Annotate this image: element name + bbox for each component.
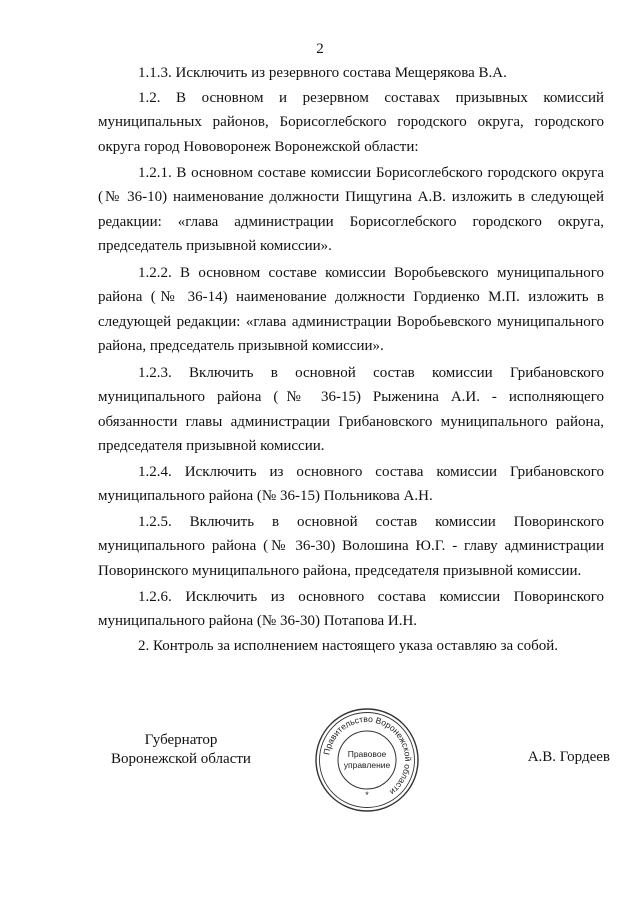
paragraph-2: 2. Контроль за исполнением настоящего указа оставляю за собой. xyxy=(138,638,559,654)
stamp-center-line2: управление xyxy=(343,760,391,770)
paragraph-1-2: 1.2. В основном и резервном составах призывных комиссий муниципальных районов, Борисоглебского городского округа, городского округа город Нововоронеж Воронежской области: xyxy=(98,90,604,155)
stamp-ring-text: Правительство Воронежской области xyxy=(321,713,414,798)
official-stamp xyxy=(313,706,421,814)
page-number: 2 xyxy=(316,41,324,57)
signature-position xyxy=(96,731,266,769)
paragraph-1-2-6: 1.2.6. Исключить из основного состава комиссии Поворинского муниципального района (№ 36-30) Потапова И.Н. xyxy=(98,589,604,630)
paragraph-1-2-3: 1.2.3. Включить в основной состав комиссии Грибановского муниципального района (№ 36-15) Рыженина А.И. - исполняющего обязанности главы администрации Грибановского муниципального района, председателя призывной комиссии. xyxy=(98,365,604,454)
paragraph-1-1-3: 1.1.3. Исключить из резервного состава Мещерякова В.А. xyxy=(138,65,507,81)
paragraph-1-2-1: 1.2.1. В основном составе комиссии Борисоглебского городского округа (№ 36-10) наименование должности Пищугина А.В. изложить в следующей редакции: «глава администрации Борисоглебского городского округа, председатель призывной комиссии». xyxy=(98,165,604,254)
signature-name: А.В. Гордеев xyxy=(527,749,610,765)
signature-position-line2: Воронежской области xyxy=(111,751,251,767)
stamp-star: * xyxy=(365,790,369,800)
paragraph-1-2-5: 1.2.5. Включить в основной состав комиссии Поворинского муниципального района (№ 36-30) Волошина Ю.Г. - главу администрации Поворинского муниципального района, председателя призывной комиссии. xyxy=(98,514,604,579)
paragraph-1-2-4: 1.2.4. Исключить из основного состава комиссии Грибановского муниципального района (№ 36-15) Польникова А.Н. xyxy=(98,464,604,505)
signature-position-line1: Губернатор xyxy=(144,732,218,748)
stamp-center-line1: Правовое xyxy=(347,749,387,759)
paragraph-1-2-2: 1.2.2. В основном составе комиссии Воробьевского муниципального района (№ 36-14) наименование должности Гордиенко М.П. изложить в следующей редакции: «глава администрации Воробьевского муниципального района, председатель призывной комиссии». xyxy=(98,265,604,354)
